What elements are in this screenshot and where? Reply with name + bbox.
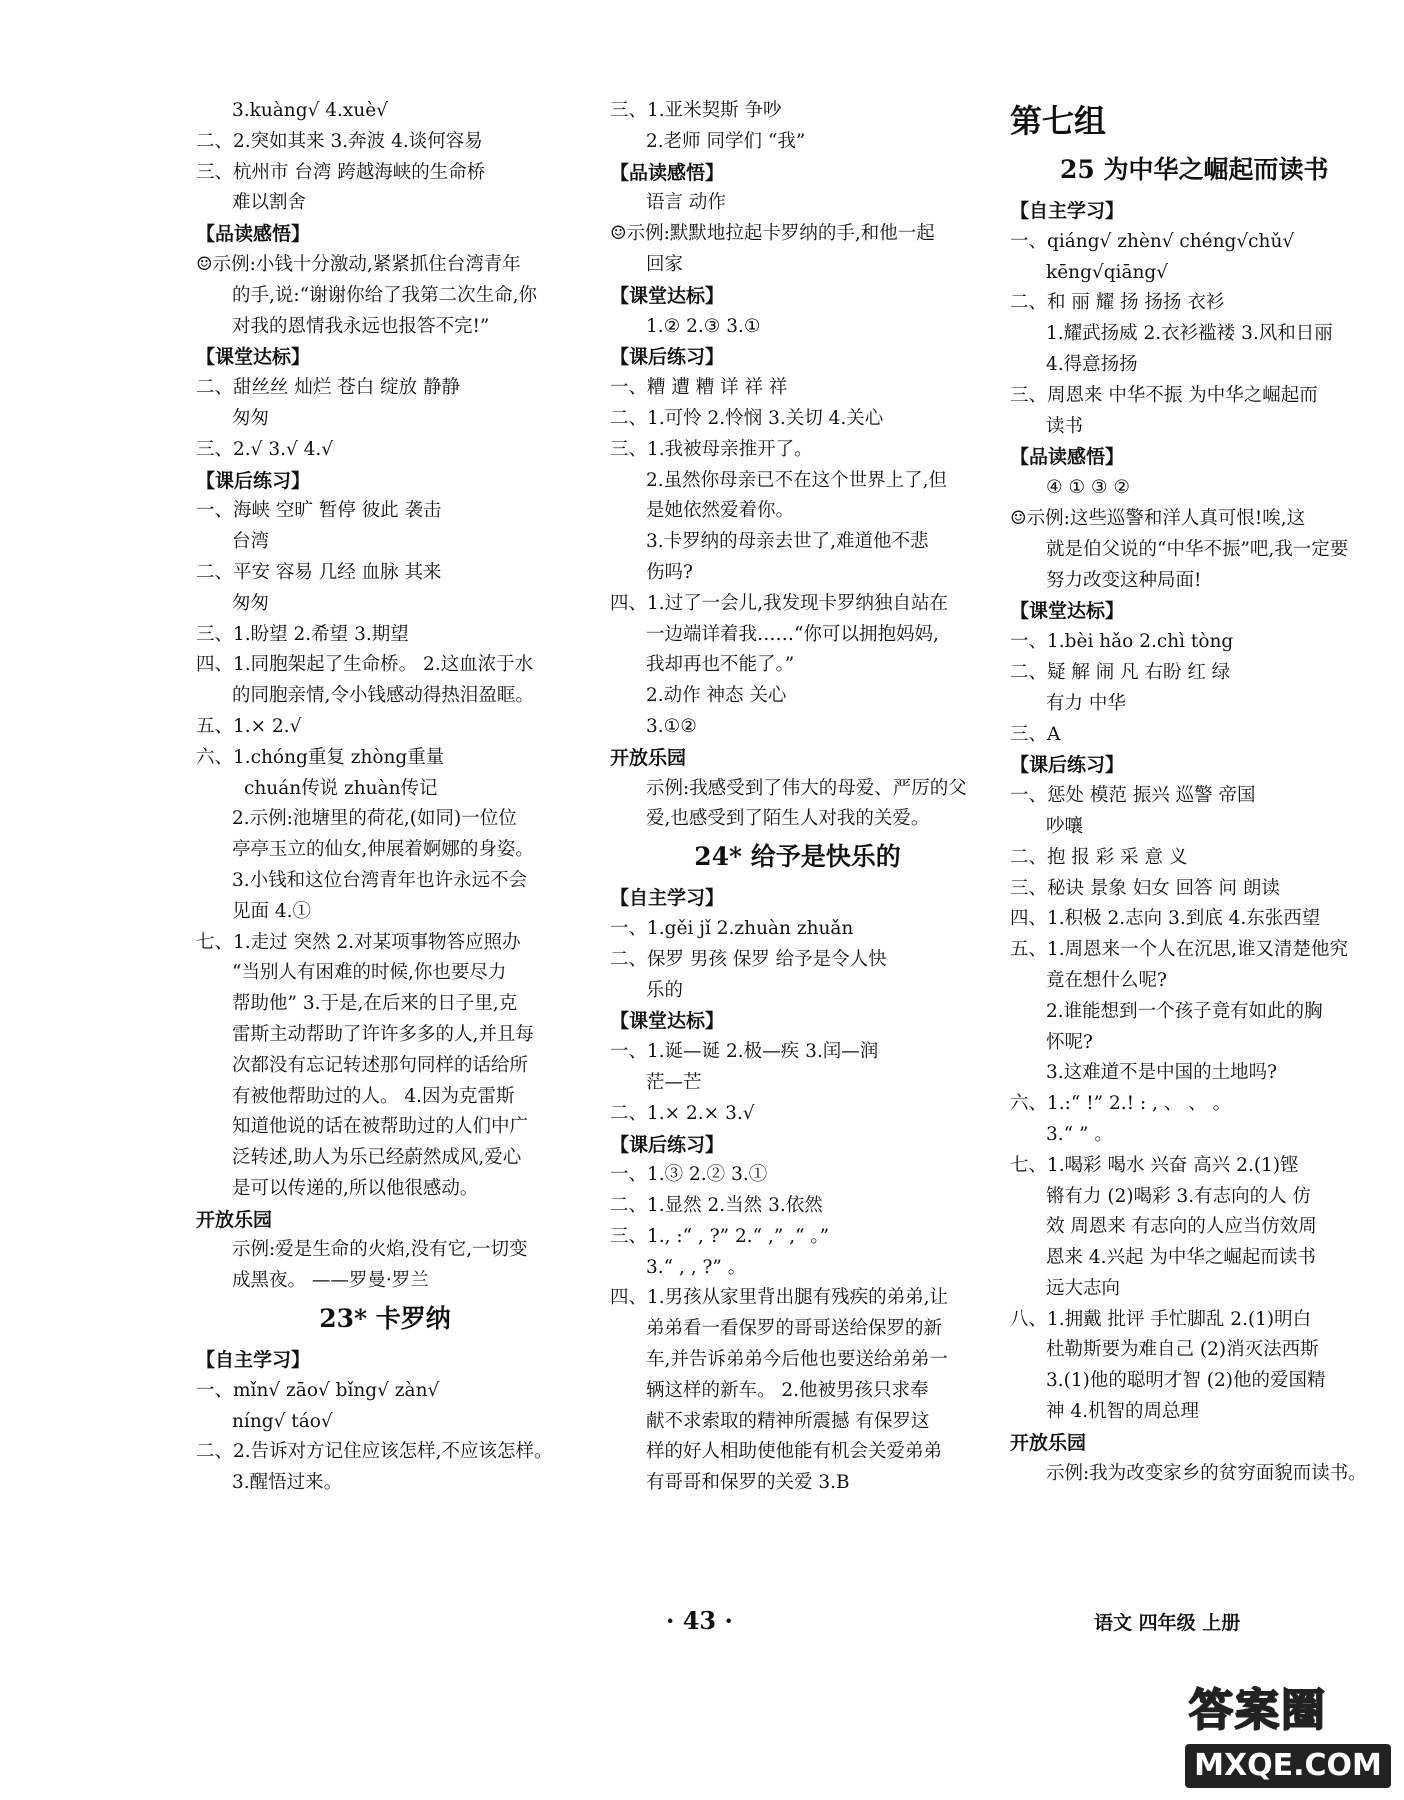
answer-line: 三、A (1010, 723, 1061, 745)
answer-line: 怀呢? (1046, 1031, 1093, 1053)
answer-line: 车,并告诉弟弟今后他也要送给弟弟一 (646, 1349, 948, 1371)
answer-line: ☺示例:默默地拉起卡罗纳的手,和他一起 (610, 223, 935, 245)
answer-line: 4.得意扬扬 (1046, 353, 1138, 375)
answer-column-1 (196, 96, 574, 1499)
answer-line: 二、2.告诉对方记住应该怎样,不应该怎样。 (196, 1441, 553, 1463)
answer-line: 3.“ ” 。 (1046, 1123, 1113, 1145)
answer-line: 【课堂达标】 (610, 284, 725, 307)
answer-line: 恩来 4.兴起 为中华之崛起而读书 (1046, 1247, 1316, 1269)
answer-line: 3.kuàng√ 4.xuè√ (232, 100, 388, 121)
answer-line: 三、1.亚米契斯 争吵 (610, 100, 782, 121)
watermark-url: MXQE.COM (1185, 1744, 1391, 1788)
answer-line: 锵有力 (2)喝彩 3.有志向的人 仿 (1046, 1185, 1311, 1207)
answer-line: 3.(1)他的聪明才智 (2)他的爱国精 (1046, 1370, 1326, 1392)
answer-line: 示例:我感受到了伟大的母爱、严厉的父 (646, 777, 967, 799)
answer-line: 3.①② (646, 715, 697, 737)
answer-line: 【课后练习】 (1010, 754, 1125, 777)
answer-line: 开放乐园 (196, 1208, 273, 1231)
answer-line: 3.这难道不是中国的土地吗? (1046, 1062, 1278, 1084)
answer-line: 吵嚷 (1046, 815, 1084, 837)
answer-line: 一、糟 遭 糟 详 祥 祥 (610, 377, 788, 399)
answer-line: 一、1.③ 2.② 3.① (610, 1164, 768, 1186)
answer-line: 难以割舍 (232, 192, 307, 214)
answer-line: 是可以传递的,所以他很感动。 (232, 1177, 479, 1199)
answer-line: 七、1.喝彩 喝水 兴奋 高兴 2.(1)铿 (1010, 1154, 1299, 1176)
answer-line: 次都没有忘记转述那句同样的话给所 (232, 1054, 529, 1076)
answer-line: chuán传说 zhuàn传记 (244, 777, 438, 799)
answer-line: 2.虽然你母亲已不在这个世界上了,但 (646, 469, 948, 491)
answer-line: 四、1.同胞架起了生命桥。 2.这血浓于水 (196, 654, 534, 676)
answer-line: 我却再也不能了。” (646, 654, 795, 676)
answer-line: 【自主学习】 (610, 887, 725, 910)
answer-line: 样的好人相助使他能有机会关爱弟弟 (646, 1441, 943, 1463)
answer-line: 亭亭玉立的仙女,伸展着婀娜的身姿。 (232, 839, 534, 861)
answer-line: 示例:爱是生命的火焰,没有它,一切变 (232, 1239, 528, 1261)
watermark-text: 答案圈 (1189, 1685, 1327, 1736)
answer-line: “当别人有困难的时候,你也要尽力 (232, 962, 507, 984)
answer-line: 一、mǐn√ zāo√ bǐng√ zàn√ (196, 1379, 440, 1401)
answer-line: 2.动作 神态 关心 (646, 685, 787, 707)
answer-line: 回家 (646, 253, 684, 275)
answer-line: 二、2.突如其来 3.奔波 4.谈何容易 (196, 130, 483, 152)
answer-line: 【课堂达标】 (610, 1010, 725, 1033)
answer-line: 示例:我为改变家乡的贫穷面貌而读书。 (1046, 1462, 1367, 1484)
answer-line: 【课堂达标】 (1010, 600, 1125, 623)
answer-line: 六、1.:“ !” 2.! : , 、 、 。 (1010, 1093, 1232, 1115)
answer-line: 一、1.bèi hǎo 2.chì tòng (1010, 631, 1234, 653)
answer-line: 是她依然爱着你。 (646, 500, 795, 522)
answer-line: 三、杭州市 台湾 跨越海峡的生命桥 (196, 161, 486, 183)
answer-line: 2.示例:池塘里的荷花,(如同)一位位 (232, 808, 517, 830)
answer-line: 知道他说的话在被帮助过的人们中广 (232, 1116, 529, 1138)
answer-line: 【品读感悟】 (1010, 446, 1125, 469)
answer-line: 【课后练习】 (610, 1133, 725, 1156)
answer-line: 二、和 丽 耀 扬 扬扬 衣衫 (1010, 292, 1225, 314)
answer-line: 一、1.gěi jǐ 2.zhuàn zhuǎn (610, 917, 854, 939)
answer-line: 的手,说:“谢谢你给了我第二次生命,你 (232, 284, 537, 306)
answer-line: 献不求索取的精神所震撼 有保罗这 (646, 1410, 930, 1432)
answer-line: 【自主学习】 (196, 1349, 311, 1372)
answer-line: 对我的恩情我永远也报答不完!” (232, 315, 490, 337)
answer-line: 2.老师 同学们 “我” (646, 130, 806, 152)
answer-line: 二、甜丝丝 灿烂 苍白 绽放 静静 (196, 377, 461, 399)
answer-line: 有被他帮助过的人。 4.因为克雷斯 (232, 1085, 515, 1107)
answer-line: 五、1.周恩来一个人在沉思,谁又清楚他究 (1010, 939, 1349, 961)
answer-line: 3.卡罗纳的母亲去世了,难道他不悲 (646, 531, 929, 553)
footer-book-title: 语文 四年级 上册 (1094, 1612, 1241, 1634)
answer-line: 匆匆 (232, 592, 270, 614)
answer-line: 辆这样的新车。 2.他被男孩只求奉 (646, 1379, 929, 1401)
answer-line: 有力 中华 (1046, 692, 1126, 714)
answer-line: 【品读感悟】 (196, 223, 311, 246)
answer-line: 第七组 (1010, 102, 1107, 140)
answer-line: 三、1.盼望 2.希望 3.期望 (196, 623, 409, 645)
answer-line: kēng√qiāng√ (1046, 261, 1169, 283)
answer-line: 三、1.我被母亲推开了。 (610, 438, 813, 460)
answer-line: 二、疑 解 闹 凡 右盼 红 绿 (1010, 661, 1231, 683)
answer-column-2 (610, 96, 985, 1499)
answer-line: 【课堂达标】 (196, 346, 311, 369)
answer-line: 开放乐园 (1010, 1431, 1087, 1454)
answer-line: 25 为中华之崛起而读书 (1060, 155, 1329, 184)
answer-line: níng√ táo√ (232, 1410, 333, 1432)
answer-line: 成黑夜。 ——罗曼·罗兰 (232, 1270, 429, 1292)
answer-line: 的同胞亲情,令小钱感动得热泪盈眶。 (232, 685, 534, 707)
answer-line: 3.“ , , ?” 。 (646, 1256, 747, 1278)
answer-line: 开放乐园 (610, 746, 687, 769)
answer-line: 三、秘诀 景象 妇女 回答 问 朗读 (1010, 877, 1280, 899)
watermark-logo (1185, 1672, 1397, 1794)
answer-line: 1.② 2.③ 3.① (646, 315, 761, 337)
answer-line: 23* 卡罗纳 (319, 1304, 451, 1334)
answer-line: 二、平安 容易 几经 血脉 其来 (196, 561, 442, 583)
answer-line: ☺示例:小钱十分激动,紧紧抓住台湾青年 (196, 253, 521, 275)
answer-line: ☺示例:这些巡警和洋人真可恨!唉,这 (1010, 507, 1306, 529)
answer-line: 三、1., :“ , ?” 2.“ ,” ,“ 。” (610, 1225, 830, 1247)
answer-line: 杜勒斯要为难自己 (2)消灭法西斯 (1046, 1339, 1319, 1361)
answer-line: 见面 4.① (232, 900, 312, 922)
answer-line: 茫—芒 (646, 1071, 702, 1093)
answer-line: 【自主学习】 (1010, 200, 1125, 222)
answer-line: 帮助他” 3.于是,在后来的日子里,克 (232, 993, 518, 1015)
answer-line: 乐的 (646, 979, 684, 1001)
answer-line: 雷斯主动帮助了许许多多的人,并且每 (232, 1023, 534, 1045)
answer-line: 竟在想什么呢? (1046, 969, 1167, 991)
answer-line: 【品读感悟】 (610, 161, 725, 184)
answer-line: 【课后练习】 (196, 469, 311, 492)
answer-line: 台湾 (232, 531, 270, 553)
answer-line: 泛转述,助人为乐已经蔚然成风,爱心 (232, 1147, 522, 1169)
answer-line: 24* 给予是快乐的 (694, 842, 901, 872)
answer-line: 一边端详着我……“你可以拥抱妈妈, (646, 623, 939, 645)
answer-line: 一、1.诞—诞 2.极—疾 3.闰—润 (610, 1041, 879, 1063)
answer-line: 四、1.积极 2.志向 3.到底 4.东张西望 (1010, 908, 1321, 930)
page-number: · 43 · (666, 1606, 733, 1635)
answer-line: 3.醒悟过来。 (232, 1472, 343, 1494)
answer-line: 二、1.× 2.× 3.√ (610, 1102, 755, 1124)
answer-line: ④ ① ③ ② (1046, 477, 1130, 499)
answer-line: 读书 (1046, 415, 1084, 437)
answer-line: 七、1.走过 突然 2.对某项事物答应照办 (196, 931, 521, 953)
answer-line: 一、海峡 空旷 暂停 彼此 袭击 (196, 500, 442, 522)
answer-line: 三、周恩来 中华不振 为中华之崛起而 (1010, 384, 1318, 406)
answer-line: 1.耀武扬威 2.衣衫褴褛 3.风和日丽 (1046, 323, 1333, 345)
answer-line: 2.谁能想到一个孩子竟有如此的胸 (1046, 1000, 1323, 1022)
answer-line: 有哥哥和保罗的关爱 3.B (646, 1472, 850, 1494)
answer-line: 3.小钱和这位台湾青年也许永远不会 (232, 869, 528, 891)
answer-line: 二、1.显然 2.当然 3.依然 (610, 1195, 823, 1217)
answer-line: 四、1.男孩从家里背出腿有残疾的弟弟,让 (610, 1287, 949, 1309)
answer-line: 五、1.× 2.√ (196, 715, 302, 737)
answer-line: 匆匆 (232, 407, 270, 429)
answer-column-3 (1010, 96, 1380, 1489)
answer-line: 【课后练习】 (610, 346, 725, 369)
answer-line: 四、1.过了一会儿,我发现卡罗纳独自站在 (610, 592, 949, 614)
answer-line: 努力改变这种局面! (1046, 569, 1202, 591)
answer-line: 远大志向 (1046, 1277, 1121, 1299)
answer-line: 伤吗? (646, 561, 693, 583)
answer-line: 就是伯父说的“中华不振”吧,我一定要 (1046, 538, 1349, 560)
answer-line: 语言 动作 (646, 192, 726, 214)
answer-line: 效 周恩来 有志向的人应当仿效周 (1046, 1216, 1317, 1238)
answer-line: 二、保罗 男孩 保罗 给予是令人快 (610, 948, 887, 970)
answer-line: 弟弟看一看保罗的哥哥送给保罗的新 (646, 1318, 943, 1340)
answer-line: 爱,也感受到了陌生人对我的关爱。 (646, 808, 930, 830)
answer-line: 神 4.机智的周总理 (1046, 1401, 1200, 1423)
answer-line: 一、qiáng√ zhèn√ chéng√chǔ√ (1010, 230, 1295, 252)
answer-line: 二、抱 报 彩 采 意 义 (1010, 846, 1188, 868)
answer-line: 二、1.可怜 2.怜悯 3.关切 4.关心 (610, 407, 884, 429)
answer-line: 一、惩处 模范 振兴 巡警 帝国 (1010, 785, 1256, 807)
answer-line: 三、2.√ 3.√ 4.√ (196, 438, 334, 460)
answer-line: 六、1.chóng重复 zhòng重量 (196, 746, 445, 768)
answer-line: 八、1.拥戴 批评 手忙脚乱 2.(1)明白 (1010, 1308, 1312, 1330)
